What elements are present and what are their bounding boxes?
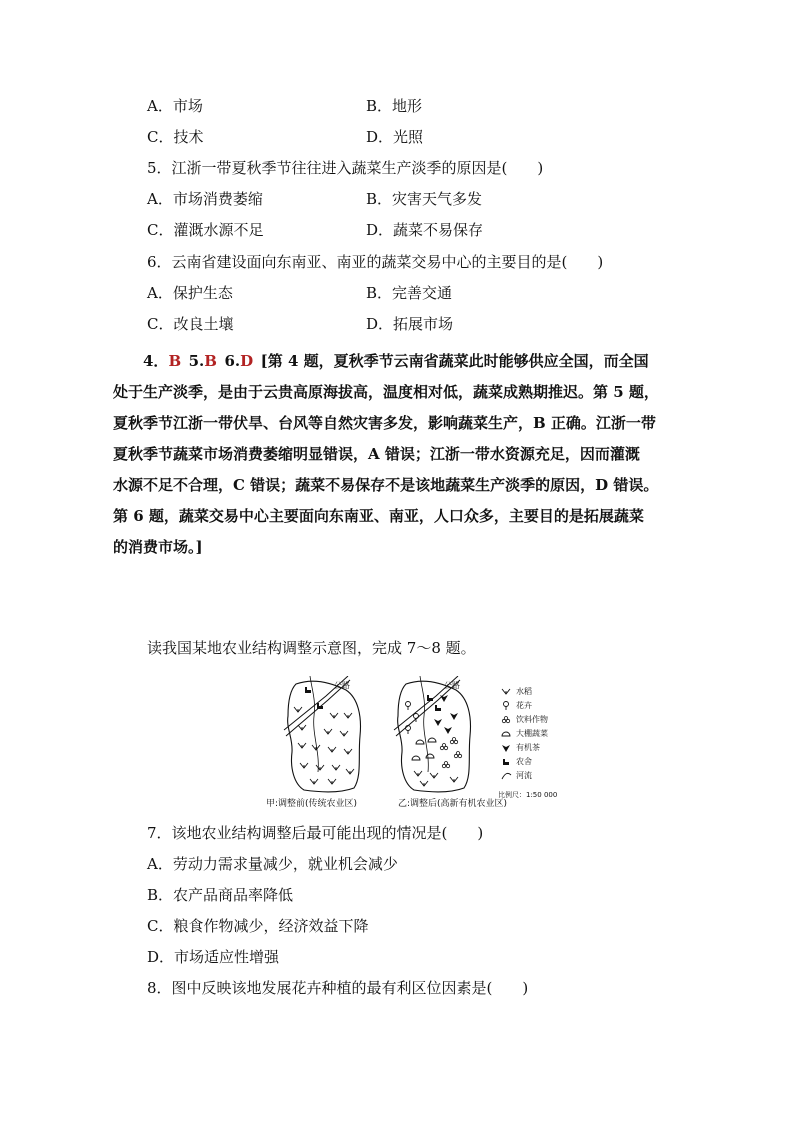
rice-icon xyxy=(414,771,422,776)
q5-option-b: B．灾害天气多发 xyxy=(366,190,483,208)
rice-icon xyxy=(298,743,306,748)
rice-icon xyxy=(332,765,340,770)
legend-river: 河流 xyxy=(516,771,532,780)
river-icon xyxy=(502,773,511,779)
rice-icon xyxy=(310,779,318,784)
beverage-crop-icon xyxy=(450,738,457,744)
legend-greenhouse: 大棚蔬菜 xyxy=(516,729,548,738)
explanation-line: 水源不足不合理，C 错误；蔬菜不易保存不是该地蔬菜生产淡季的原因，D 错误。 xyxy=(113,476,659,494)
organic-tea-icon xyxy=(440,695,448,702)
explanation-line: 夏秋季节江浙一带伏旱、台风等自然灾害多发，影响蔬菜生产，B 正确。江浙一带 xyxy=(113,414,656,432)
rice-icon xyxy=(430,773,438,778)
farmhouse-icon xyxy=(503,759,509,765)
q4-option-b: B．地形 xyxy=(366,97,423,115)
figure-intro: 读我国某地农业结构调整示意图，完成 7～8 题。 xyxy=(147,639,476,657)
legend-flower: 花卉 xyxy=(516,701,532,710)
rice-icon xyxy=(300,763,308,768)
answer-q6: D xyxy=(240,352,254,370)
legend-farmhouse: 农舍 xyxy=(516,757,532,766)
map-after xyxy=(394,676,507,809)
road-label-left: 公路 xyxy=(334,681,350,690)
beverage-crop-icon xyxy=(454,752,461,758)
map-legend xyxy=(498,686,557,799)
caption-after: 乙:调整后(高新有机农业区) xyxy=(398,799,508,809)
q5-stem: 5．江浙一带夏秋季节往往进入蔬菜生产淡季的原因是( ) xyxy=(147,159,544,177)
agriculture-map-figure xyxy=(258,676,570,810)
q7-option-c: C．粮食作物减少，经济效益下降 xyxy=(147,917,369,935)
greenhouse-icon xyxy=(412,756,420,760)
answer-line-1 xyxy=(113,346,681,377)
beverage-crop-icon xyxy=(440,744,447,750)
rice-icon xyxy=(450,777,458,782)
explanation-line: 夏秋季节蔬菜市场消费萎缩明显错误，A 错误；江浙一带水资源充足，因而灌溉 xyxy=(113,445,640,463)
rice-icon xyxy=(328,779,336,784)
explanation-line: 处于生产淡季，是由于云贵高原海拔高，温度相对低，蔬菜成熟期推迟。第 5 题， xyxy=(113,383,659,401)
farmhouse-icon xyxy=(435,705,441,711)
q6-option-b: B．完善交通 xyxy=(366,284,453,302)
greenhouse-icon xyxy=(428,738,436,742)
rice-icon xyxy=(502,689,510,694)
q8-stem: 8．图中反映该地发展花卉种植的最有利区位因素是( ) xyxy=(147,979,529,997)
explanation-line: 的消费市场。] xyxy=(113,538,203,556)
rice-icon xyxy=(328,747,336,752)
q4-option-a: A．市场 xyxy=(147,97,203,115)
road-label-right: 公路 xyxy=(444,681,460,690)
rice-icon xyxy=(340,731,348,736)
explanation-text: [第 4 题，夏秋季节云南省蔬菜此时能够供应全国，而全国 xyxy=(260,352,649,370)
rice-icon xyxy=(316,765,324,770)
q6-option-a: A．保护生态 xyxy=(147,284,233,302)
q4-option-d: D．光照 xyxy=(366,128,424,146)
answer-q5-label: 5. xyxy=(188,352,205,370)
q5-option-a: A．市场消费萎缩 xyxy=(147,190,263,208)
greenhouse-icon xyxy=(502,732,510,736)
legend-beverage: 饮料作物 xyxy=(516,715,548,724)
q6-option-d: D．拓展市场 xyxy=(366,315,454,333)
answer-explanation xyxy=(113,346,681,563)
q4-option-c: C．技术 xyxy=(147,128,204,146)
rice-icon xyxy=(298,725,306,730)
answer-q5: B xyxy=(204,352,217,370)
q7-option-a: A．劳动力需求量减少，就业机会减少 xyxy=(147,855,398,873)
farmhouse-icon xyxy=(305,687,311,693)
greenhouse-icon xyxy=(426,754,434,758)
organic-tea-icon xyxy=(502,745,510,752)
greenhouse-icon xyxy=(416,740,424,744)
rice-icon xyxy=(344,749,352,754)
beverage-crop-icon xyxy=(442,762,449,768)
beverage-crop-icon xyxy=(502,717,509,723)
q6-option-c: C．改良土壤 xyxy=(147,315,234,333)
map-before xyxy=(266,676,360,809)
flower-icon xyxy=(406,702,411,711)
q5-option-c: C．灌溉水源不足 xyxy=(147,221,264,239)
map-scale: 比例尺：1:50 000 xyxy=(498,791,558,799)
organic-tea-icon xyxy=(434,719,442,726)
caption-before: 甲:调整前(传统农业区) xyxy=(266,799,358,809)
legend-tea: 有机茶 xyxy=(516,743,540,752)
q7-stem: 7．该地农业结构调整后最可能出现的情况是( ) xyxy=(147,824,484,842)
answer-q4: B xyxy=(168,352,182,370)
rice-icon xyxy=(330,713,338,718)
rice-icon xyxy=(324,729,332,734)
organic-tea-icon xyxy=(450,713,458,720)
rice-icon xyxy=(344,713,352,718)
legend-rice: 水稻 xyxy=(516,687,532,696)
answer-prefix: 4． xyxy=(143,352,169,370)
q6-stem: 6．云南省建设面向东南亚、南亚的蔬菜交易中心的主要目的是( ) xyxy=(147,253,604,271)
farmhouse-icon xyxy=(317,703,323,709)
rice-icon xyxy=(294,707,302,712)
rice-icon xyxy=(420,781,428,786)
farmhouse-icon xyxy=(427,695,433,701)
rice-icon xyxy=(346,769,354,774)
answer-q6-label: 6. xyxy=(224,352,241,370)
flower-icon xyxy=(406,726,411,735)
organic-tea-icon xyxy=(444,727,452,734)
q7-option-d: D．市场适应性增强 xyxy=(147,948,280,966)
explanation-line: 第 6 题，蔬菜交易中心主要面向东南亚、南亚，人口众多，主要目的是拓展蔬菜 xyxy=(113,507,644,525)
q7-option-b: B．农产品商品率降低 xyxy=(147,886,294,904)
q5-option-d: D．蔬菜不易保存 xyxy=(366,221,484,239)
flower-icon xyxy=(504,702,509,711)
